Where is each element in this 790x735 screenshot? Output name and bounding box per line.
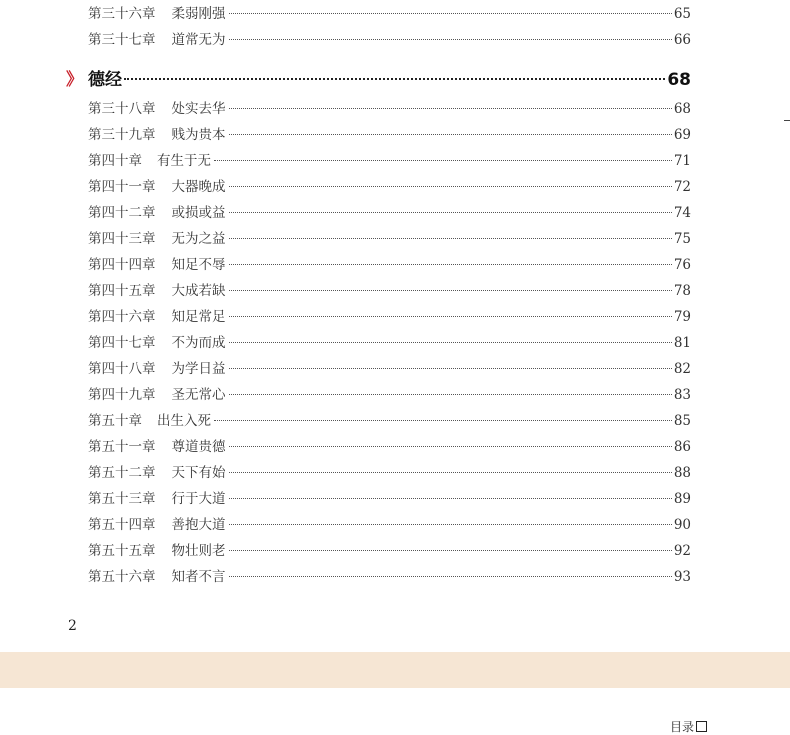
chapter-page: 68 bbox=[673, 101, 691, 117]
chapter-page: 90 bbox=[673, 517, 691, 533]
toc-entry[interactable] bbox=[88, 434, 691, 460]
page-number: 2 bbox=[68, 618, 77, 634]
chapter-page: 71 bbox=[673, 153, 691, 169]
chapter-number: 第五十五章 bbox=[88, 543, 156, 559]
toc-entry[interactable] bbox=[88, 538, 691, 564]
chapter-title: 天下有始 bbox=[171, 465, 226, 481]
leader-dots bbox=[229, 341, 672, 343]
chapter-page: 85 bbox=[673, 413, 691, 429]
chapter-number: 第五十一章 bbox=[88, 439, 156, 455]
chapter-number: 第四十二章 bbox=[88, 205, 156, 221]
chapter-page: 78 bbox=[673, 283, 691, 299]
chapter-title: 善抱大道 bbox=[171, 517, 226, 533]
chapter-page: 88 bbox=[673, 465, 691, 481]
chapter-page: 79 bbox=[673, 309, 691, 325]
chapter-number: 第三十八章 bbox=[88, 101, 156, 117]
chapter-page: 66 bbox=[673, 32, 691, 48]
chapter-title: 大成若缺 bbox=[171, 283, 226, 299]
leader-dots bbox=[229, 107, 672, 109]
toc-entry[interactable] bbox=[88, 408, 691, 434]
section-marker-icon: 》 bbox=[66, 70, 83, 90]
chapter-number: 第五十二章 bbox=[88, 465, 156, 481]
leader-dots bbox=[229, 12, 672, 14]
chapter-number: 第四十七章 bbox=[88, 335, 156, 351]
chapter-number: 第四十章 bbox=[88, 153, 142, 169]
leader-dots bbox=[229, 445, 672, 447]
leader-dots bbox=[229, 575, 672, 577]
toc-entry[interactable] bbox=[88, 512, 691, 538]
chapter-page: 92 bbox=[673, 543, 691, 559]
chapter-title: 知足常足 bbox=[171, 309, 226, 325]
toc-entry[interactable] bbox=[88, 330, 691, 356]
toc-entry[interactable] bbox=[88, 226, 691, 252]
toc-entry[interactable] bbox=[88, 486, 691, 512]
toc-entry[interactable] bbox=[88, 148, 691, 174]
chapter-number: 第三十七章 bbox=[88, 32, 156, 48]
chapter-number: 第五十三章 bbox=[88, 491, 156, 507]
chapter-title: 行于大道 bbox=[171, 491, 226, 507]
chapter-title: 大器晚成 bbox=[171, 179, 226, 195]
leader-dots bbox=[229, 185, 672, 187]
chapter-title: 道常无为 bbox=[171, 32, 226, 48]
chapter-title: 柔弱刚强 bbox=[171, 6, 226, 22]
chapter-title: 尊道贵德 bbox=[171, 439, 226, 455]
leader-dots bbox=[229, 133, 672, 135]
chapter-title: 物壮则老 bbox=[171, 543, 226, 559]
chapter-page: 74 bbox=[673, 205, 691, 221]
toc-entry[interactable] bbox=[88, 278, 691, 304]
leader-dots bbox=[214, 159, 672, 161]
chapter-title: 出生入死 bbox=[157, 413, 211, 429]
toc-entry[interactable] bbox=[88, 96, 691, 122]
leader-dots bbox=[229, 289, 672, 291]
toc-entry[interactable] bbox=[88, 304, 691, 330]
chapter-number: 第四十五章 bbox=[88, 283, 156, 299]
chapter-title: 处实去华 bbox=[171, 101, 226, 117]
leader-dots bbox=[229, 393, 672, 395]
chapter-number: 第四十六章 bbox=[88, 309, 156, 325]
toc-entry[interactable] bbox=[88, 174, 691, 200]
chapter-page: 81 bbox=[673, 335, 691, 351]
section-page: 68 bbox=[667, 70, 691, 90]
leader-dots bbox=[229, 523, 672, 525]
toc-entry[interactable] bbox=[88, 1, 691, 27]
leader-dots bbox=[229, 211, 672, 213]
chapter-title: 不为而成 bbox=[171, 335, 226, 351]
footer-toc-label[interactable] bbox=[670, 718, 707, 735]
toc-entry[interactable] bbox=[88, 27, 691, 53]
footer-label: 目录 bbox=[670, 720, 695, 734]
leader-dots bbox=[229, 237, 672, 239]
leader-dots bbox=[229, 497, 672, 499]
leader-dots bbox=[229, 38, 672, 40]
chapter-title: 为学日益 bbox=[171, 361, 226, 377]
leader-dots bbox=[214, 419, 672, 421]
toc-entry[interactable] bbox=[88, 564, 691, 590]
toc-entry[interactable] bbox=[88, 382, 691, 408]
chapter-page: 86 bbox=[673, 439, 691, 455]
chapter-page: 65 bbox=[673, 6, 691, 22]
chapter-number: 第四十八章 bbox=[88, 361, 156, 377]
chapter-title: 或损或益 bbox=[171, 205, 226, 221]
leader-dots bbox=[229, 471, 672, 473]
chapter-number: 第五十四章 bbox=[88, 517, 156, 533]
leader-dots bbox=[229, 263, 672, 265]
chapter-number: 第五十章 bbox=[88, 413, 142, 429]
leader-dots bbox=[229, 315, 672, 317]
chapter-number: 第三十六章 bbox=[88, 6, 156, 22]
chapter-page: 76 bbox=[673, 257, 691, 273]
chapter-number: 第四十九章 bbox=[88, 387, 156, 403]
chapter-page: 89 bbox=[673, 491, 691, 507]
chapter-page: 82 bbox=[673, 361, 691, 377]
edge-tick bbox=[784, 120, 790, 121]
chapter-page: 93 bbox=[673, 569, 691, 585]
section-heading[interactable] bbox=[66, 66, 691, 94]
toc-entry[interactable] bbox=[88, 122, 691, 148]
toc-entry[interactable] bbox=[88, 460, 691, 486]
box-icon bbox=[696, 721, 707, 732]
chapter-number: 第四十四章 bbox=[88, 257, 156, 273]
section-title: 德经 bbox=[88, 70, 122, 90]
leader-dots bbox=[229, 367, 672, 369]
chapter-number: 第五十六章 bbox=[88, 569, 156, 585]
chapter-title: 无为之益 bbox=[171, 231, 226, 247]
chapter-title: 知者不言 bbox=[171, 569, 226, 585]
chapter-title: 贱为贵本 bbox=[171, 127, 226, 143]
chapter-title: 圣无常心 bbox=[171, 387, 226, 403]
chapter-page: 83 bbox=[673, 387, 691, 403]
chapter-page: 72 bbox=[673, 179, 691, 195]
chapter-title: 有生于无 bbox=[157, 153, 211, 169]
footer-band bbox=[0, 652, 790, 688]
toc-entry[interactable] bbox=[88, 200, 691, 226]
chapter-number: 第四十三章 bbox=[88, 231, 156, 247]
toc-entry[interactable] bbox=[88, 252, 691, 278]
leader-dots bbox=[124, 77, 665, 80]
chapter-page: 69 bbox=[673, 127, 691, 143]
leader-dots bbox=[229, 549, 672, 551]
toc-entry[interactable] bbox=[88, 356, 691, 382]
chapter-number: 第四十一章 bbox=[88, 179, 156, 195]
chapter-page: 75 bbox=[673, 231, 691, 247]
chapter-number: 第三十九章 bbox=[88, 127, 156, 143]
chapter-title: 知足不辱 bbox=[171, 257, 226, 273]
